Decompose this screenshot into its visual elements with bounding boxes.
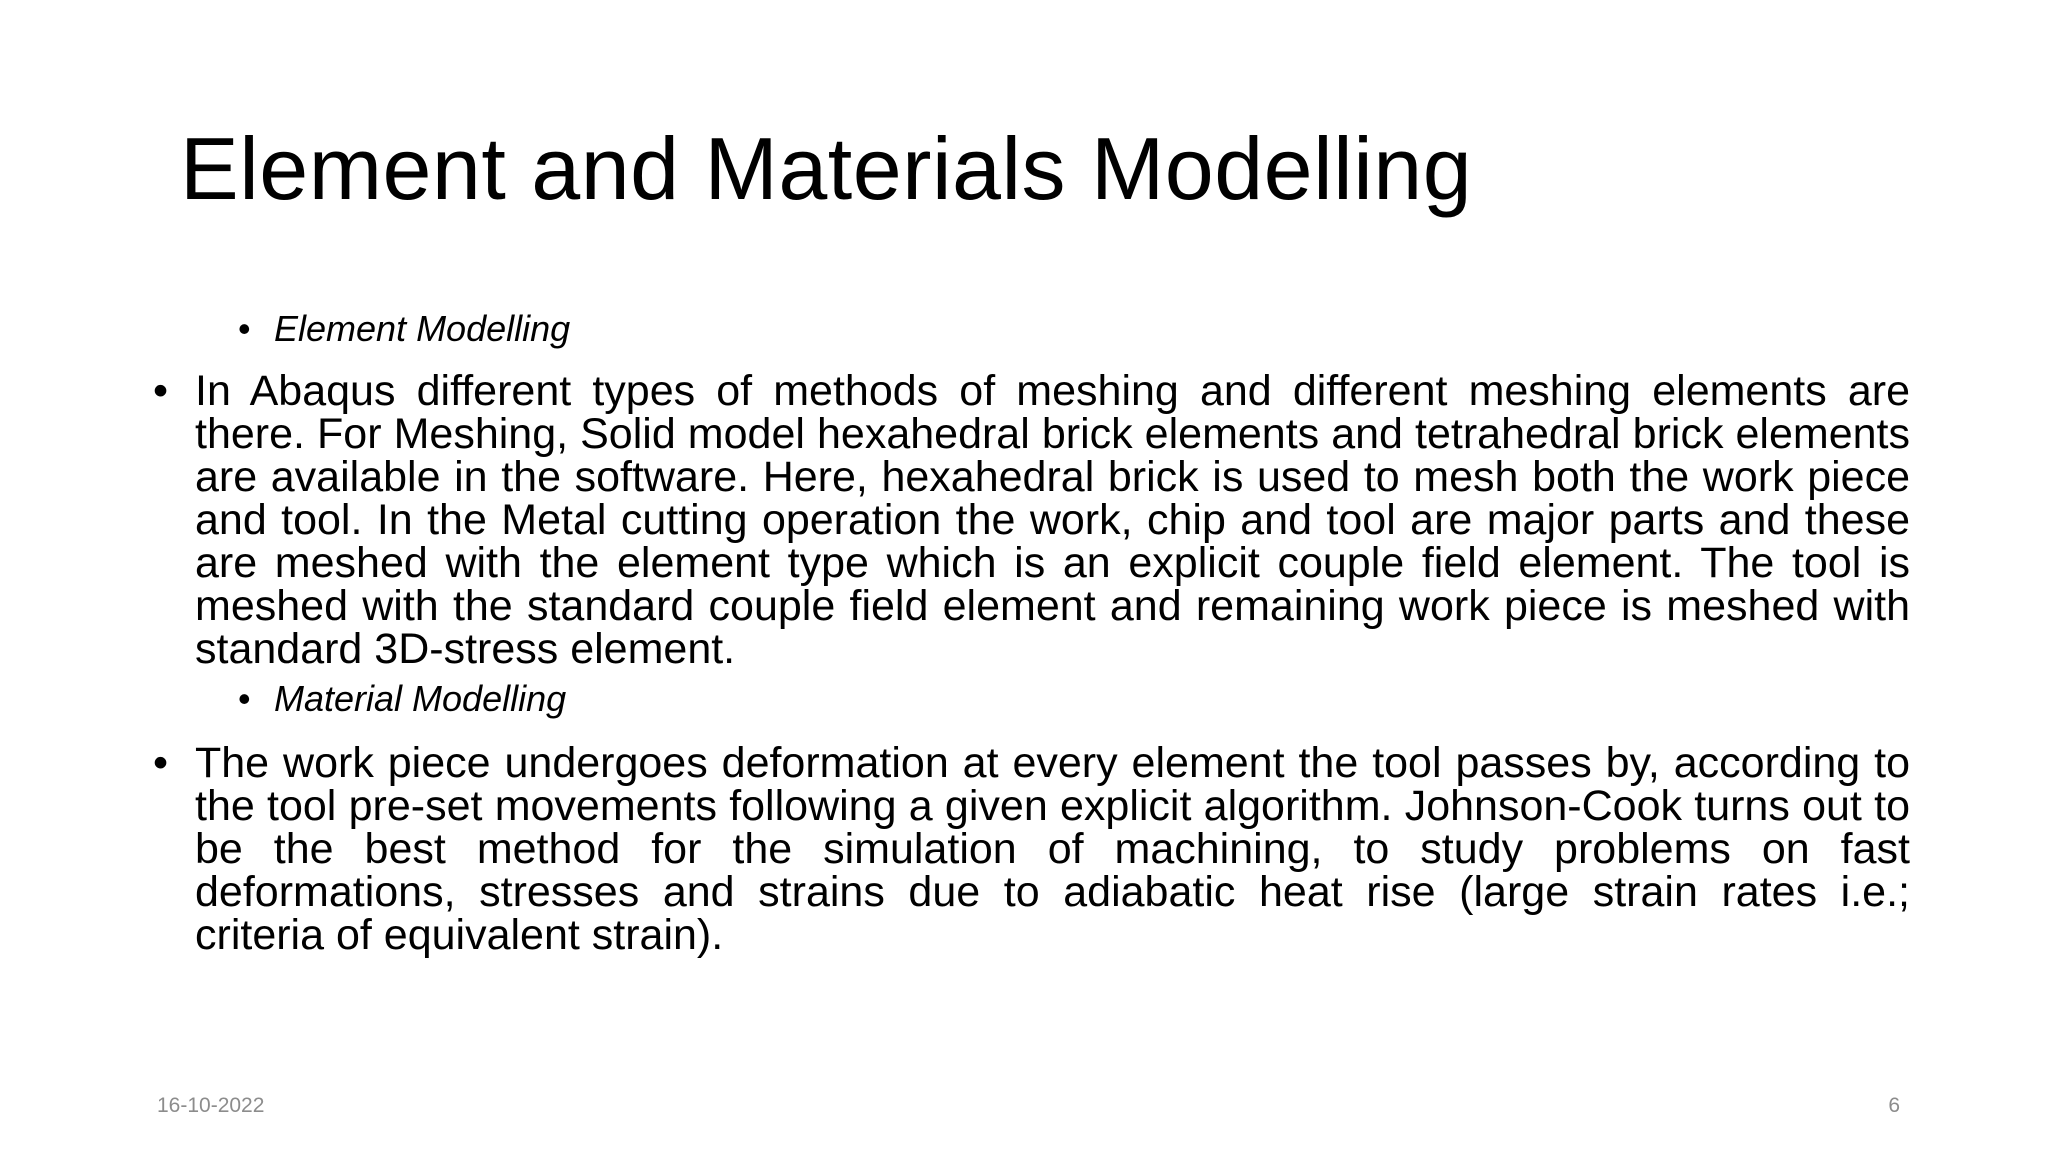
sub-heading-label: Material Modelling xyxy=(274,678,567,719)
slide-title: Element and Materials Modelling xyxy=(180,119,1473,218)
footer-date: 16-10-2022 xyxy=(157,1094,265,1117)
paragraph-text: The work piece undergoes deformation at every element the tool passes by, according to the tool pre-set movements following a given explicit algorithm. Johnson-Cook turns out to be the best method for the simulation of machining, to study problems on fast deformations, stresses and strains due to adiabatic heat rise (large strain rates i.e.; criteria of equivalent strain). xyxy=(195,739,1910,959)
bullet-icon: • xyxy=(153,739,169,787)
sub-heading-element-modelling xyxy=(238,308,570,350)
bullet-icon: • xyxy=(153,367,169,415)
sub-heading-label: Element Modelling xyxy=(274,308,571,349)
paragraph-text: In Abaqus different types of methods of meshing and different meshing elements are there. For Meshing, Solid model hexahedral brick elements and tetrahedral brick elements are available in the software. Here, hexahedral brick is used to mesh both the work piece and tool. In the Metal cutting operation the work, chip and tool are major parts and these are meshed with the element type which is an explicit couple field element. The tool is meshed with the standard couple field element and remaining work piece is meshed with standard 3D-stress element. xyxy=(195,367,1910,673)
footer-page-number: 6 xyxy=(1888,1094,1900,1117)
bullet-icon: • xyxy=(238,308,251,349)
bullet-icon: • xyxy=(238,678,251,719)
sub-heading-material-modelling xyxy=(238,678,566,720)
bullet-paragraph-element-modelling xyxy=(153,367,1910,673)
bullet-paragraph-material-modelling xyxy=(153,739,1910,959)
